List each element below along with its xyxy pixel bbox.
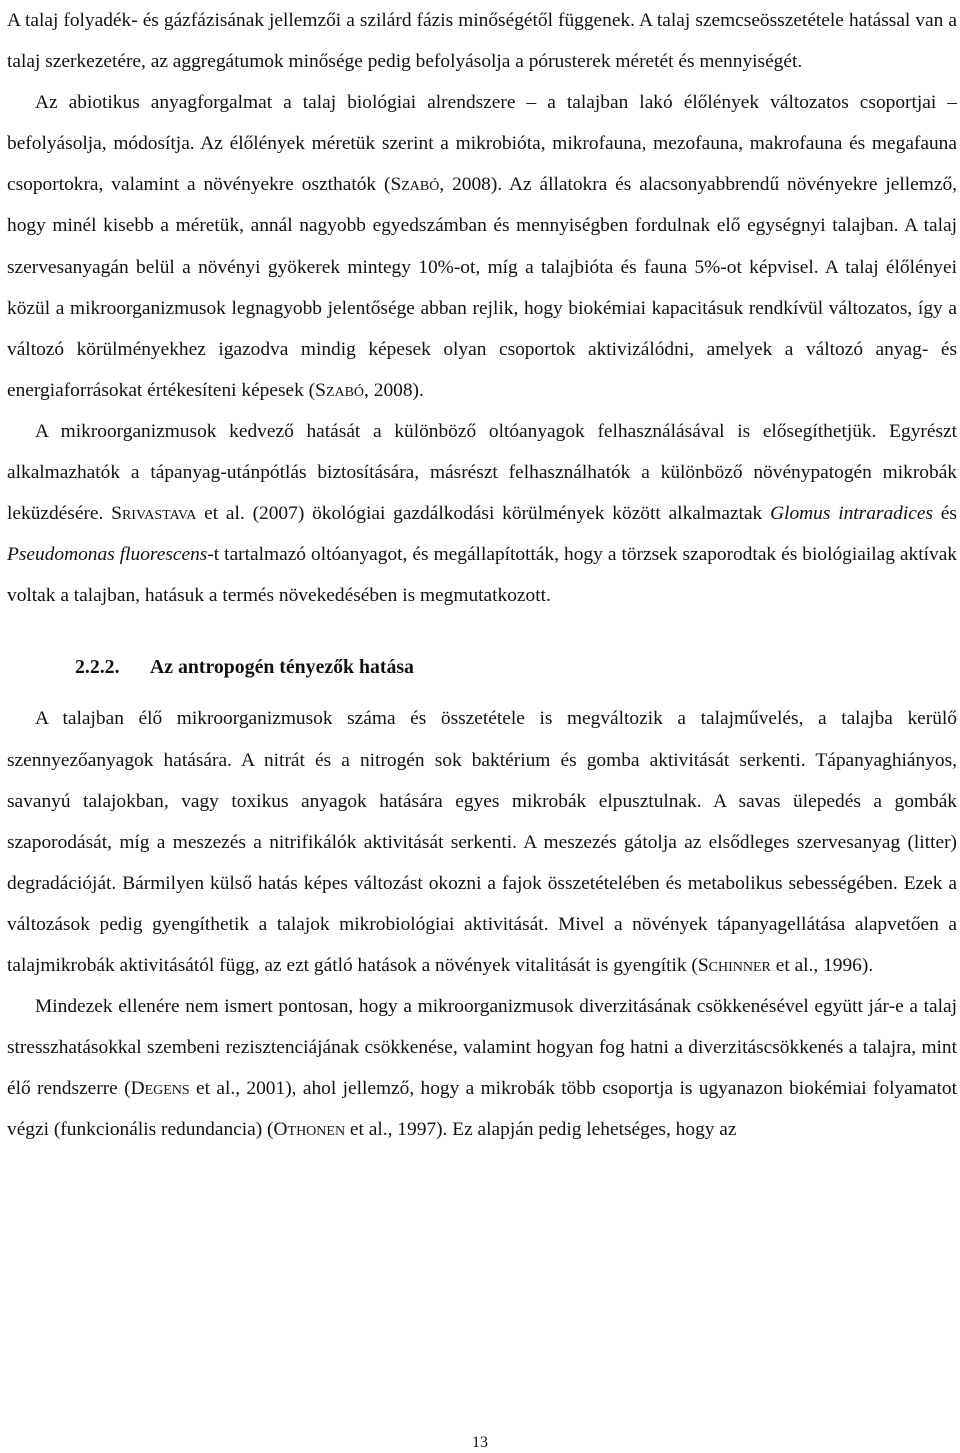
text-run: és bbox=[933, 503, 957, 525]
citation-author: Othonen bbox=[273, 1119, 346, 1141]
text-run: A talaj folyadék- és gázfázisának jellemzői a szilárd fázis minőségétől függenek. A talaj szemcseösszetétele hatással van a talaj szerkezetére, az aggregátumok minősége pedig befolyásolja a pórusterek méretét és mennyiségét. bbox=[7, 10, 957, 73]
text-run: et al., 2001), ahol jellemző, hogy a mikrobák több csoportja is ugyanazon biokémiai folyamatot végzi (funkcionális redundancia) ( bbox=[7, 1078, 957, 1141]
paragraph-soil-phases bbox=[7, 0, 957, 82]
text-run: et al. (2007) ökológiai gazdálkodási körülmények között alkalmaztak bbox=[196, 503, 771, 525]
text-run: , 2008). Az állatokra és alacsonyabbrendű növényekre jellemző, hogy minél kisebb a méretük, annál nagyobb egyedszámban és mennyiségben fordulnak elő egységnyi talajban. A talaj szervesanyagán belül a növényi gyökerek mintegy 10%-ot, míg a talajbióta és fauna 5%-ot képvisel. A talaj élőlényei közül a mikroorganizmusok legnagyobb jelentősége abban rejlik, hogy biokémiai kapacitásuk rendkívül változatos, így a változó körülményekhez igazodva mindig képesek olyan csoportok aktivizálódni, amelyek a változó anyag- és energiaforrásokat értékesíteni képesek ( bbox=[7, 174, 957, 401]
document-page bbox=[7, 0, 957, 1150]
text-run: Az abiotikus anyagforgalmat a talaj biológiai alrendszere – a talajban lakó élőlények változatos csoportjai – befolyásolja, módosítja. Az élőlények méretük szerint a mikrobióta, mikrofauna, mezofauna, makrofauna és megafauna csoportokra, valamint a növényekre oszthatók ( bbox=[7, 92, 957, 196]
citation-author: Szabó bbox=[315, 379, 365, 401]
citation-author: Schinner bbox=[697, 954, 771, 976]
section-title: Az antropogén tényezők hatása bbox=[150, 656, 414, 679]
species-name: Glomus intraradices bbox=[770, 503, 933, 525]
page-number: 13 bbox=[472, 1434, 488, 1451]
paragraph-abiotic-turnover bbox=[7, 82, 957, 411]
section-number: 2.2.2. bbox=[75, 656, 120, 679]
paragraph-anthropogenic-effects bbox=[7, 698, 957, 986]
paragraph-microbe-inoculants bbox=[7, 411, 957, 616]
text-run: A talajban élő mikroorganizmusok száma és összetétele is megváltozik a talajművelés, a talajba kerülő szennyezőanyagok hatására. A nitrát és a nitrogén sok baktérium és gomba aktivitását serkenti. Tápanyaghiányos, savanyú talajokban, vagy toxikus anyagok hatására egyes mikrobák elpusztulnak. A savas ülepedés a gombák szaporodását, míg a meszezés a nitrifikálók aktivitását serkenti. A meszezés gátolja az elsődleges szervesanyag (litter) degradációját. Bármilyen külső hatás képes változást okozni a fajok összetételében és metabolikus sebességében. Ezek a változások pedig gyengíthetik a talajok mikrobiológiai aktivitását. Mivel a növények tápanyagellátása alapvetően a talajmikrobák aktivitásától függ, az ezt gátló hatások a növények vitalitását is gyengítik ( bbox=[7, 708, 957, 976]
section-heading bbox=[7, 647, 957, 688]
citation-author: Degens bbox=[130, 1078, 190, 1100]
paragraph-diversity-loss bbox=[7, 986, 957, 1150]
text-run: -t tartalmazó oltóanyagot, és megállapították, hogy a törzsek szaporodtak és biológiailag aktívak voltak a talajban, hatásuk a termés növekedésében is megmutatkozott. bbox=[7, 544, 957, 607]
citation-author: Srivastava bbox=[111, 503, 197, 525]
text-run: et al., 1996). bbox=[770, 954, 874, 976]
text-run: Mindezek ellenére nem ismert pontosan, hogy a mikroorganizmusok diverzitásának csökkenésével együtt jár-e a talaj stresszhatásokkal szembeni rezisztenciájának csökkenése, valamint hogyan fog hatni a diverzitáscsökkenés a talajra, mint élő rendszerre ( bbox=[7, 996, 957, 1100]
citation-author: Szabó bbox=[390, 174, 440, 196]
text-run: , 2008). bbox=[364, 379, 424, 401]
text-run: A mikroorganizmusok kedvező hatását a különböző oltóanyagok felhasználásával is elősegíthetjük. Egyrészt alkalmazhatók a tápanyag-utánpótlás biztosítására, másrészt felhasználhatók a különböző növénypatogén mikrobák leküzdésére. bbox=[7, 420, 957, 525]
text-run: et al., 1997). Ez alapján pedig lehetséges, hogy az bbox=[345, 1119, 737, 1141]
species-name: Pseudomonas fluorescens bbox=[7, 544, 208, 566]
